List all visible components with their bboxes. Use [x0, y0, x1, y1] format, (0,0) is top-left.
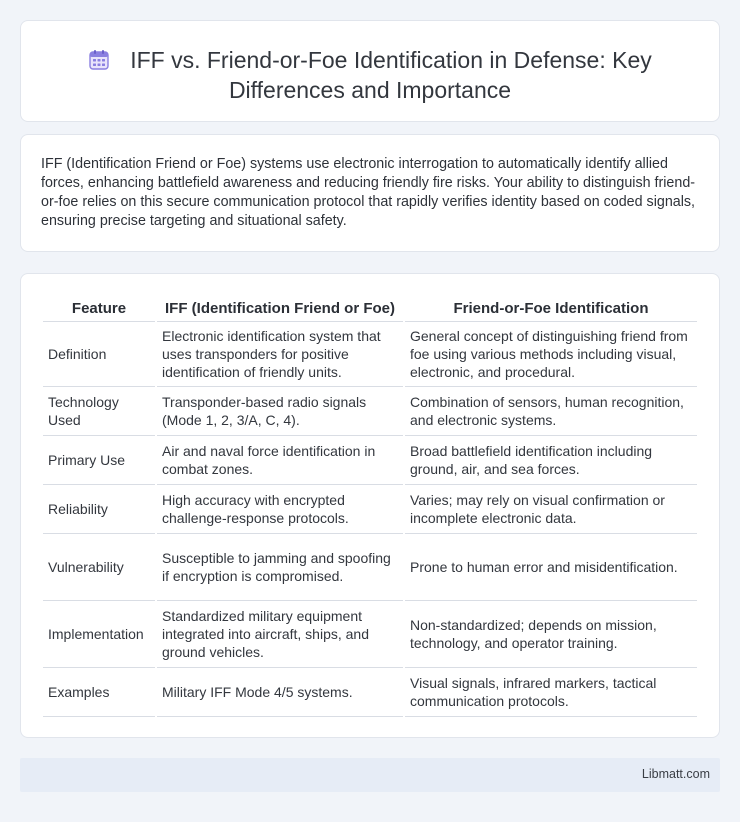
- footer-brand-link[interactable]: Libmatt.com: [641, 767, 710, 781]
- row-iff-cell: Military IFF Mode 4/5 systems.: [157, 668, 403, 717]
- row-iff-cell: Susceptible to jamming and spoofing if encryption is compromised.: [157, 534, 403, 601]
- column-header-iff: IFF (Identification Friend or Foe): [157, 296, 403, 322]
- row-fof-cell: Visual signals, infrared markers, tactical communication protocols.: [405, 668, 697, 717]
- row-fof-cell: Broad battlefield identification including ground, air, and sea forces.: [405, 436, 697, 485]
- intro-paragraph: IFF (Identification Friend or Foe) systems use electronic interrogation to automatically identify allied forces, enhancing battlefield awareness and reducing friendly fire risks. Your ability to distinguish friend-or-foe relies on this secure communication protocol that rapidly verifies identity based on coded signals, ensuring precise targeting and situational safety.: [41, 156, 696, 229]
- page-title-wrap: [21, 45, 719, 105]
- row-feature-cell: Vulnerability: [43, 534, 155, 601]
- row-fof-cell: Varies; may rely on visual confirmation or incomplete electronic data.: [405, 485, 697, 534]
- row-iff-cell: Air and naval force identification in combat zones.: [157, 436, 403, 485]
- intro-card: [20, 134, 720, 252]
- row-feature-cell: Examples: [43, 668, 155, 717]
- table-row: [43, 534, 697, 601]
- row-feature-cell: Reliability: [43, 485, 155, 534]
- row-fof-cell: Combination of sensors, human recognition, and electronic systems.: [405, 387, 697, 436]
- table-row: [43, 485, 697, 534]
- column-header-fof: Friend-or-Foe Identification: [405, 296, 697, 322]
- comparison-table: [41, 296, 699, 717]
- comparison-card: [20, 273, 720, 738]
- table-row: [43, 436, 697, 485]
- row-iff-cell: High accuracy with encrypted challenge-response protocols.: [157, 485, 403, 534]
- row-feature-cell: Implementation: [43, 601, 155, 668]
- table-row: [43, 668, 697, 717]
- page-title: IFF vs. Friend-or-Foe Identification in Defense: Key Differences and Importance: [130, 47, 652, 103]
- row-iff-cell: Transponder-based radio signals (Mode 1, 2, 3/A, C, 4).: [157, 387, 403, 436]
- row-feature-cell: Definition: [43, 322, 155, 387]
- row-feature-cell: Primary Use: [43, 436, 155, 485]
- table-header-row: [43, 296, 697, 322]
- table-row: [43, 601, 697, 668]
- row-iff-cell: Standardized military equipment integrated into aircraft, ships, and ground vehicles.: [157, 601, 403, 668]
- footer-bar: [20, 758, 720, 792]
- row-feature-cell: Technology Used: [43, 387, 155, 436]
- table-row: [43, 387, 697, 436]
- row-fof-cell: Non-standardized; depends on mission, technology, and operator training.: [405, 601, 697, 668]
- row-fof-cell: General concept of distinguishing friend from foe using various methods including visual, electronic, and procedural.: [405, 322, 697, 387]
- column-header-feature: Feature: [43, 296, 155, 322]
- title-card: [20, 20, 720, 122]
- row-iff-cell: Electronic identification system that uses transponders for positive identification of friendly units.: [157, 322, 403, 387]
- row-fof-cell: Prone to human error and misidentification.: [405, 534, 697, 601]
- table-row: [43, 322, 697, 387]
- calendar-icon: [88, 49, 110, 71]
